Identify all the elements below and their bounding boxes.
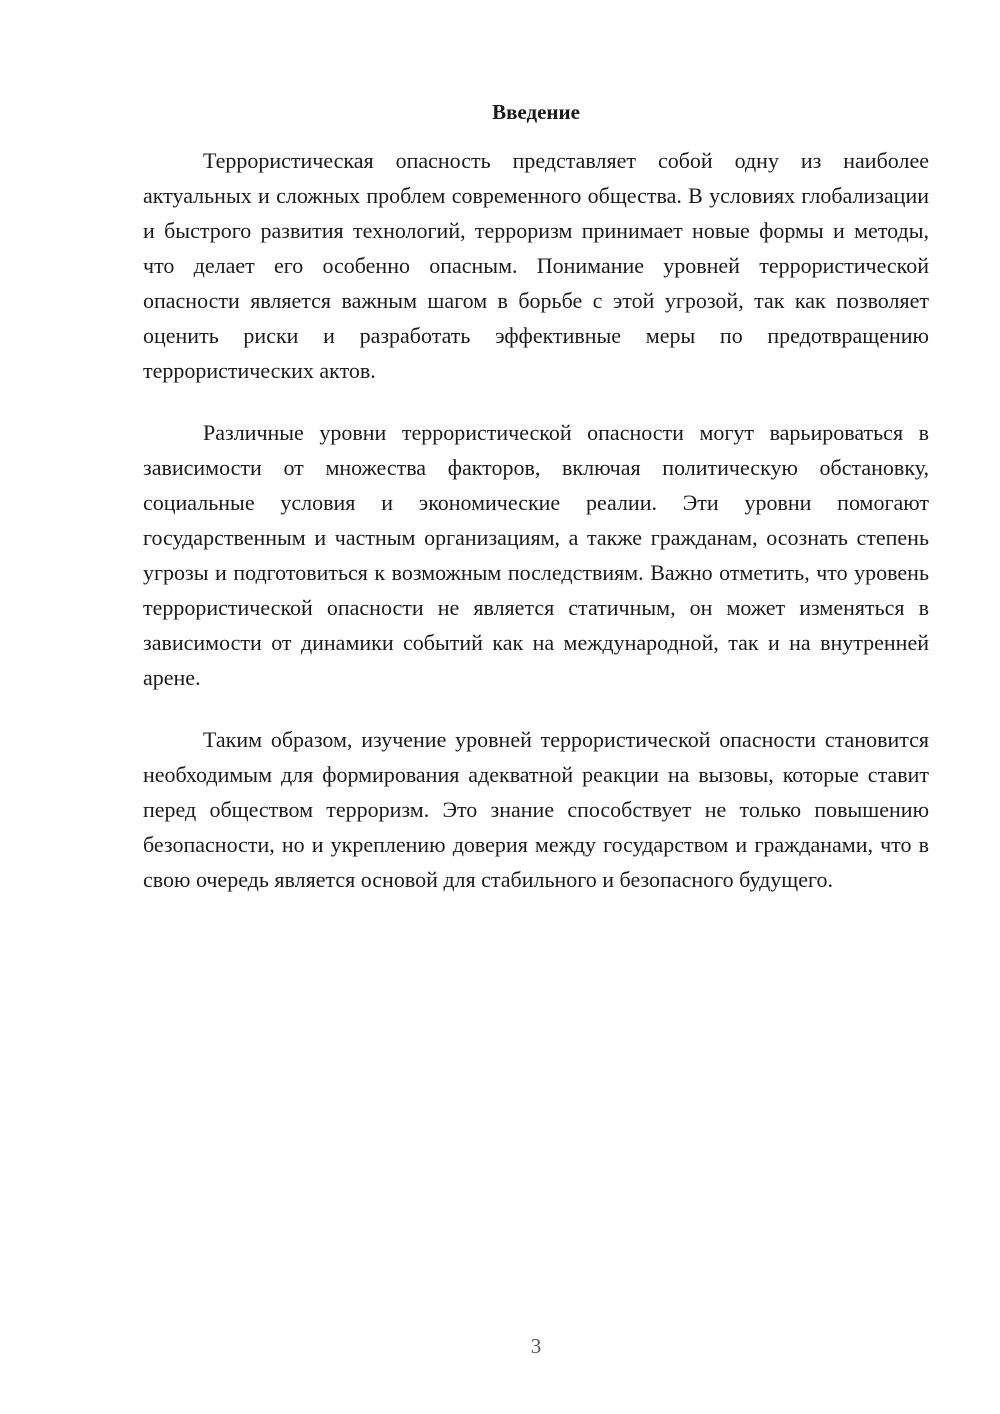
body-text [143,143,929,924]
paragraph: Различные уровни террористической опасности могут варьироваться в зависимости от множества факторов, включая политическую обстановку, социальные условия и экономические реалии. Эти уровни помогают государственным и частным организациям, а также гражданам, осознать степень угрозы и подготовиться к возможным последствиям. Важно отметить, что уровень террористической опасности не является статичным, он может изменяться в зависимости от динамики событий как на международной, так и на внутренней арене. [143,420,929,690]
section-heading: Введение [492,100,580,124]
paragraph: Террористическая опасность представляет собой одну из наиболее актуальных и сложных проблем современного общества. В условиях глобализации и быстрого развития технологий, терроризм принимает новые формы и методы, что делает его особенно опасным. Понимание уровней террористической опасности является важным шагом в борьбе с этой угрозой, так как позволяет оценить риски и разработать эффективные меры по предотвращению террористических актов. [143,148,929,383]
page-number: 3 [530,1334,542,1358]
paragraph: Таким образом, изучение уровней террористической опасности становится необходимым для формирования адекватной реакции на вызовы, которые ставит перед обществом терроризм. Это знание способствует не только повышению безопасности, но и укреплению доверия между государством и гражданами, что в свою очередь является основой для стабильного и безопасного будущего. [143,727,929,892]
